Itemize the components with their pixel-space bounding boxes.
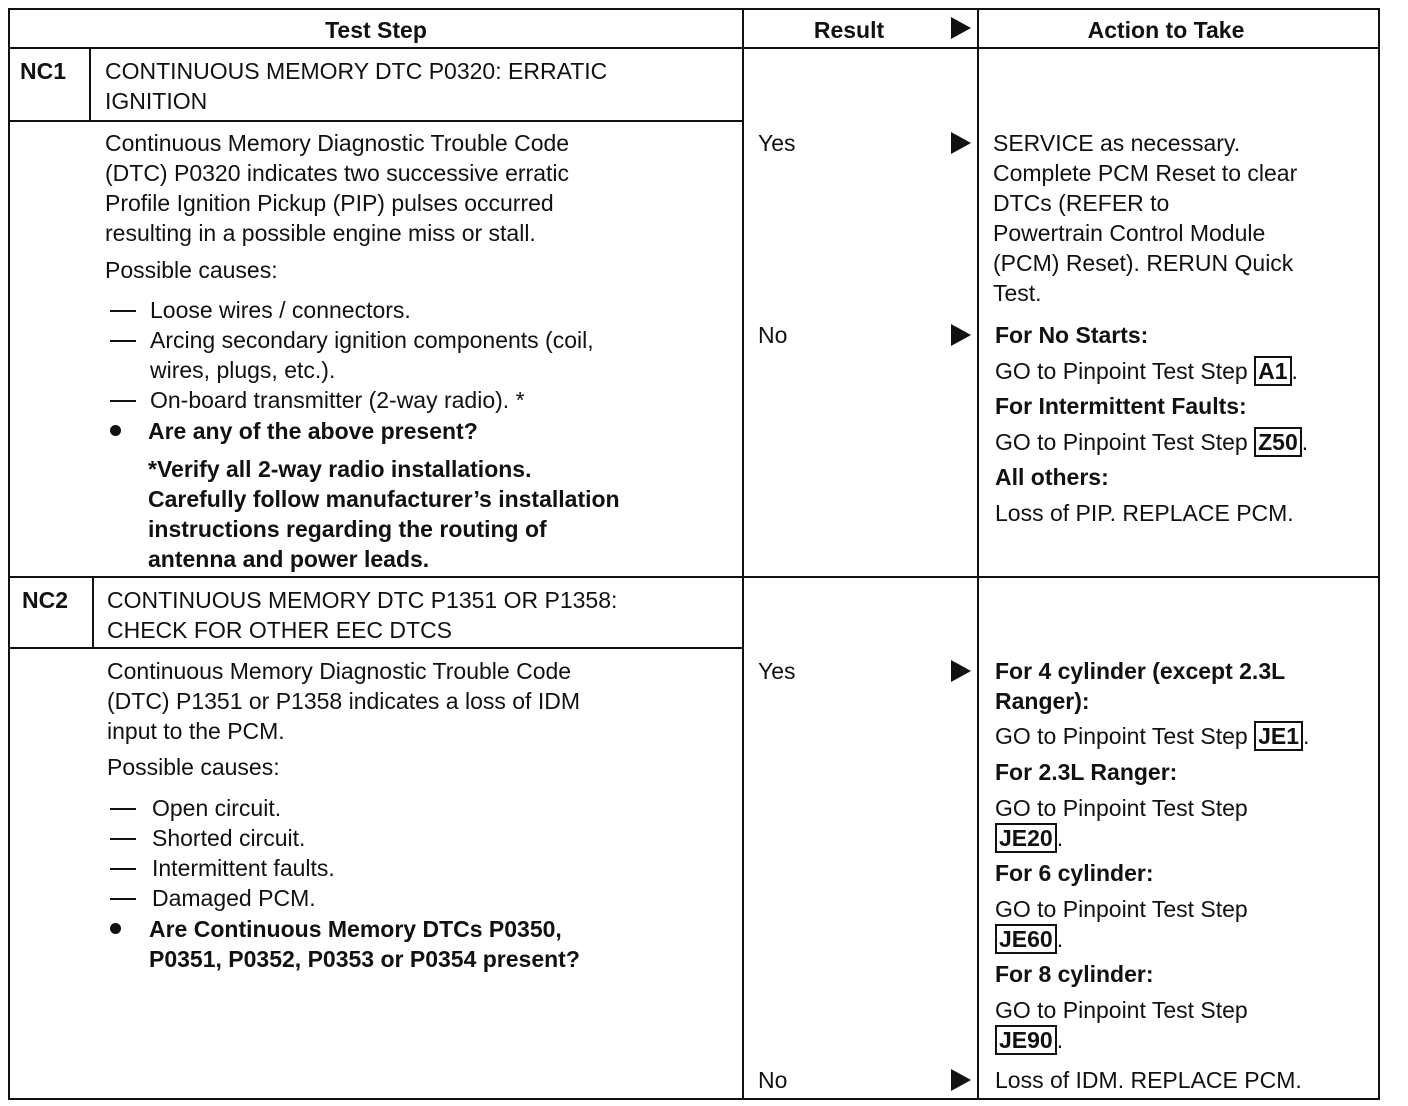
step-id-divider-nc2: [92, 577, 94, 649]
nc1-dash-icon: [110, 400, 136, 402]
nc2-yes-arrow-icon: [951, 660, 971, 682]
nc2-cause-3: Intermittent faults.: [152, 855, 335, 881]
nc1-yes-label: Yes: [758, 130, 796, 156]
nc2-dash-icon: [110, 868, 136, 870]
nc2-no-arrow-icon: [951, 1069, 971, 1091]
nc2-cause-2: Shorted circuit.: [152, 825, 306, 851]
table-left-border: [8, 8, 10, 1100]
test-step-column-border: [742, 8, 744, 1100]
nc2-four-cyl-heading-line-1: For 4 cylinder (except 2.3L: [995, 658, 1286, 684]
nc1-description-line-4: resulting in a possible engine miss or stall.: [105, 220, 536, 246]
nc1-yes-arrow-icon: [951, 132, 971, 154]
table-bottom-border: [8, 1098, 1380, 1100]
result-column-border: [977, 8, 979, 1100]
nc1-note-line-2: Carefully follow manufacturer’s installation: [148, 486, 620, 512]
nc1-yes-action-line-2: Complete PCM Reset to clear: [993, 160, 1298, 186]
nc1-yes-action-line-5: (PCM) Reset). RERUN Quick: [993, 250, 1294, 276]
nc1-title-line-2: IGNITION: [105, 88, 208, 114]
nc1-cause-2: Arcing secondary ignition components (coil,: [150, 327, 594, 353]
nc2-possible-causes-label: Possible causes:: [107, 754, 280, 780]
nc2-ranger-goto: GO to Pinpoint Test Step: [995, 795, 1248, 821]
header-test-step: Test Step: [325, 17, 427, 43]
nc1-cause-3: On-board transmitter (2-way radio). *: [150, 387, 525, 413]
step-a1-reference[interactable]: A1: [1254, 356, 1291, 386]
nc2-cause-1: Open circuit.: [152, 795, 282, 821]
table-top-border: [8, 8, 1380, 10]
step-je90-reference[interactable]: JE90: [995, 1025, 1057, 1055]
nc2-description-line-3: input to the PCM.: [107, 718, 285, 744]
nc1-no-starts-heading: For No Starts:: [995, 322, 1149, 348]
step-je20-reference[interactable]: JE20: [995, 823, 1057, 853]
nc2-six-cyl-goto: GO to Pinpoint Test Step: [995, 896, 1248, 922]
nc1-yes-action-line-4: Powertrain Control Module: [993, 220, 1266, 246]
nc1-intermittent-heading: For Intermittent Faults:: [995, 393, 1247, 419]
nc1-description-line-3: Profile Ignition Pickup (PIP) pulses occurred: [105, 190, 554, 216]
header-result: Result: [813, 17, 885, 43]
nc2-yes-label: Yes: [758, 658, 796, 684]
nc1-others-text: Loss of PIP. REPLACE PCM.: [995, 500, 1294, 526]
nc1-yes-action-line-6: Test.: [993, 280, 1042, 306]
nc2-ranger-step: JE20 .: [995, 823, 1063, 853]
table-right-border: [1378, 8, 1380, 1100]
nc2-eight-cyl-heading: For 8 cylinder:: [995, 961, 1154, 987]
nc1-dash-icon: [110, 310, 136, 312]
nc1-note-line-3: instructions regarding the routing of: [148, 516, 547, 542]
nc2-four-cyl-heading-line-2: Ranger):: [995, 688, 1090, 714]
nc2-bullet-icon: [110, 923, 121, 934]
step-je60-reference[interactable]: JE60: [995, 924, 1057, 954]
nc1-dash-icon: [110, 340, 136, 342]
nc2-four-cyl-goto: GO to Pinpoint Test Step JE1 .: [995, 723, 1310, 749]
nc2-step-id: NC2: [22, 587, 69, 613]
nc1-cause-1: Loose wires / connectors.: [150, 297, 411, 323]
nc1-yes-action-line-3: DTCs (REFER to: [993, 190, 1170, 216]
nc2-dash-icon: [110, 808, 136, 810]
nc1-no-label: No: [758, 322, 788, 348]
nc1-no-starts-goto: GO to Pinpoint Test Step A1 .: [995, 358, 1298, 384]
nc2-question-line-1: Are Continuous Memory DTCs P0350,: [149, 916, 562, 942]
nc2-no-label: No: [758, 1067, 788, 1093]
nc2-cause-4: Damaged PCM.: [152, 885, 316, 911]
nc1-note-line-4: antenna and power leads.: [148, 546, 430, 572]
nc1-yes-action-line-1: SERVICE as necessary.: [993, 130, 1241, 156]
nc2-no-action: Loss of IDM. REPLACE PCM.: [995, 1067, 1302, 1093]
nc1-cause-2-cont: wires, plugs, etc.).: [150, 357, 336, 383]
nc2-eight-cyl-goto: GO to Pinpoint Test Step: [995, 997, 1248, 1023]
nc2-dash-icon: [110, 898, 136, 900]
nc1-no-arrow-icon: [951, 324, 971, 346]
step-z50-reference[interactable]: Z50: [1254, 427, 1302, 457]
nc2-eight-cyl-step: JE90 .: [995, 1025, 1063, 1055]
nc1-note-line-1: *Verify all 2-way radio installations.: [148, 456, 532, 482]
nc2-description-line-1: Continuous Memory Diagnostic Trouble Code: [107, 658, 572, 684]
nc1-title-line-1: CONTINUOUS MEMORY DTC P0320: ERRATIC: [105, 58, 608, 84]
row-separator: [8, 576, 1380, 578]
nc2-ranger-heading: For 2.3L Ranger:: [995, 759, 1178, 785]
nc1-question: Are any of the above present?: [148, 418, 478, 444]
nc2-six-cyl-heading: For 6 cylinder:: [995, 860, 1154, 886]
nc2-title-line-2: CHECK FOR OTHER EEC DTCS: [107, 617, 453, 643]
nc1-description-line-1: Continuous Memory Diagnostic Trouble Code: [105, 130, 570, 156]
nc2-description-line-2: (DTC) P1351 or P1358 indicates a loss of IDM: [107, 688, 580, 714]
nc2-question-line-2: P0351, P0352, P0353 or P0354 present?: [149, 946, 580, 972]
nc2-dash-icon: [110, 838, 136, 840]
nc2-title-line-1: CONTINUOUS MEMORY DTC P1351 OR P1358:: [107, 587, 618, 613]
nc1-description-line-2: (DTC) P0320 indicates two successive erratic: [105, 160, 569, 186]
nc2-six-cyl-step: JE60 .: [995, 924, 1063, 954]
nc1-others-heading: All others:: [995, 464, 1109, 490]
header-action: Action to Take: [1087, 17, 1245, 43]
nc1-title-bottom-border: [8, 120, 743, 122]
nc1-intermittent-goto: GO to Pinpoint Test Step Z50 .: [995, 429, 1309, 455]
step-je1-reference[interactable]: JE1: [1254, 721, 1303, 751]
nc1-step-id: NC1: [20, 58, 67, 84]
header-arrow-icon: [951, 17, 971, 39]
nc1-possible-causes-label: Possible causes:: [105, 257, 278, 283]
nc2-title-bottom-border: [8, 647, 743, 649]
nc1-bullet-icon: [110, 425, 121, 436]
step-id-divider-nc1: [89, 48, 91, 122]
